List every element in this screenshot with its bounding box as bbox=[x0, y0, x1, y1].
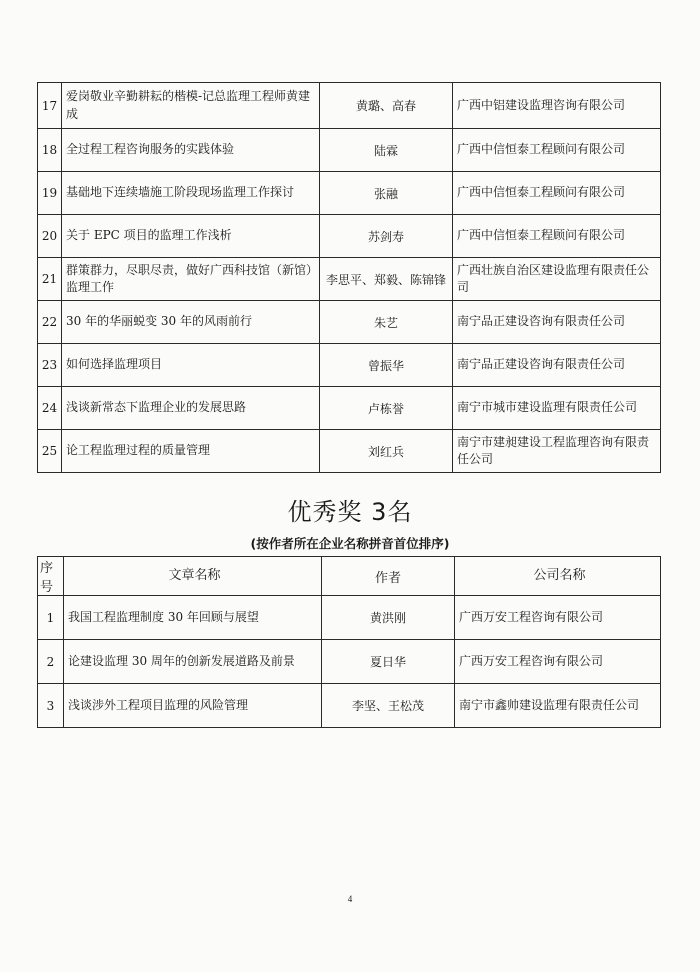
article-company: 南宁品正建设咨询有限责任公司 bbox=[453, 344, 661, 387]
article-company: 广西万安工程咨询有限公司 bbox=[455, 596, 661, 640]
row-number: 20 bbox=[38, 215, 62, 258]
article-title: 群策群力，尽职尽责，做好广西科技馆（新馆）监理工作 bbox=[62, 258, 320, 301]
table-row bbox=[38, 301, 661, 344]
article-author: 夏日华 bbox=[322, 640, 455, 684]
article-author: 苏剑寿 bbox=[320, 215, 453, 258]
article-company: 广西中铝建设监理咨询有限公司 bbox=[453, 83, 661, 129]
article-company: 南宁市城市建设监理有限责任公司 bbox=[453, 387, 661, 430]
award-title: 优秀奖 3名 bbox=[287, 498, 413, 526]
article-title: 如何选择监理项目 bbox=[62, 344, 320, 387]
row-number: 24 bbox=[38, 387, 62, 430]
article-title: 我国工程监理制度 30 年回顾与展望 bbox=[64, 596, 322, 640]
row-number: 22 bbox=[38, 301, 62, 344]
article-company: 南宁市建昶建设工程监理咨询有限责任公司 bbox=[453, 430, 661, 473]
row-number: 17 bbox=[38, 83, 62, 129]
article-title: 论工程监理过程的质量管理 bbox=[62, 430, 320, 473]
table-row bbox=[38, 215, 661, 258]
article-company: 广西万安工程咨询有限公司 bbox=[455, 640, 661, 684]
table-row bbox=[38, 640, 661, 684]
article-company: 广西中信恒泰工程顾问有限公司 bbox=[453, 172, 661, 215]
table-row bbox=[38, 684, 661, 728]
row-number: 1 bbox=[38, 596, 64, 640]
row-number: 18 bbox=[38, 129, 62, 172]
table-row bbox=[38, 129, 661, 172]
page-number: 4 bbox=[347, 894, 353, 904]
article-author: 刘红兵 bbox=[320, 430, 453, 473]
article-title: 基础地下连续墙施工阶段现场监理工作探讨 bbox=[62, 172, 320, 215]
table-row bbox=[38, 172, 661, 215]
article-author: 李坚、王松茂 bbox=[322, 684, 455, 728]
award-subtitle: (按作者所在企业名称拼音首位排序) bbox=[250, 536, 450, 551]
article-title: 30 年的华丽蜕变 30 年的风雨前行 bbox=[62, 301, 320, 344]
article-author: 陆霖 bbox=[320, 129, 453, 172]
article-author: 李思平、郑毅、陈锦锋 bbox=[320, 258, 453, 301]
header-author: 作者 bbox=[322, 557, 455, 596]
article-title: 浅谈新常态下监理企业的发展思路 bbox=[62, 387, 320, 430]
header-no: 序号 bbox=[38, 557, 64, 596]
article-author: 朱艺 bbox=[320, 301, 453, 344]
article-author: 卢栋誉 bbox=[320, 387, 453, 430]
articles-table-continued bbox=[37, 82, 661, 473]
table-row bbox=[38, 344, 661, 387]
row-number: 25 bbox=[38, 430, 62, 473]
article-company: 广西壮族自治区建设监理有限责任公司 bbox=[453, 258, 661, 301]
article-title: 全过程工程咨询服务的实践体验 bbox=[62, 129, 320, 172]
article-title: 论建设监理 30 周年的创新发展道路及前景 bbox=[64, 640, 322, 684]
article-title: 浅谈涉外工程项目监理的风险管理 bbox=[64, 684, 322, 728]
article-author: 黄璐、高春 bbox=[320, 83, 453, 129]
article-company: 南宁市鑫帅建设监理有限责任公司 bbox=[455, 684, 661, 728]
article-company: 广西中信恒泰工程顾问有限公司 bbox=[453, 129, 661, 172]
article-author: 曾振华 bbox=[320, 344, 453, 387]
table-row bbox=[38, 596, 661, 640]
article-company: 南宁品正建设咨询有限责任公司 bbox=[453, 301, 661, 344]
excellence-award-table bbox=[37, 556, 661, 728]
row-number: 19 bbox=[38, 172, 62, 215]
row-number: 23 bbox=[38, 344, 62, 387]
table-row bbox=[38, 83, 661, 129]
row-number: 3 bbox=[38, 684, 64, 728]
article-title: 关于 EPC 项目的监理工作浅析 bbox=[62, 215, 320, 258]
header-title: 文章名称 bbox=[64, 557, 322, 596]
article-title: 爱岗敬业辛勤耕耘的楷模-记总监理工程师黄建成 bbox=[62, 83, 320, 129]
article-company: 广西中信恒泰工程顾问有限公司 bbox=[453, 215, 661, 258]
table-header-row bbox=[38, 557, 661, 596]
row-number: 2 bbox=[38, 640, 64, 684]
table-row bbox=[38, 258, 661, 301]
article-author: 黄洪刚 bbox=[322, 596, 455, 640]
article-author: 张融 bbox=[320, 172, 453, 215]
header-company: 公司名称 bbox=[455, 557, 661, 596]
row-number: 21 bbox=[38, 258, 62, 301]
table-row bbox=[38, 387, 661, 430]
table-row bbox=[38, 430, 661, 473]
